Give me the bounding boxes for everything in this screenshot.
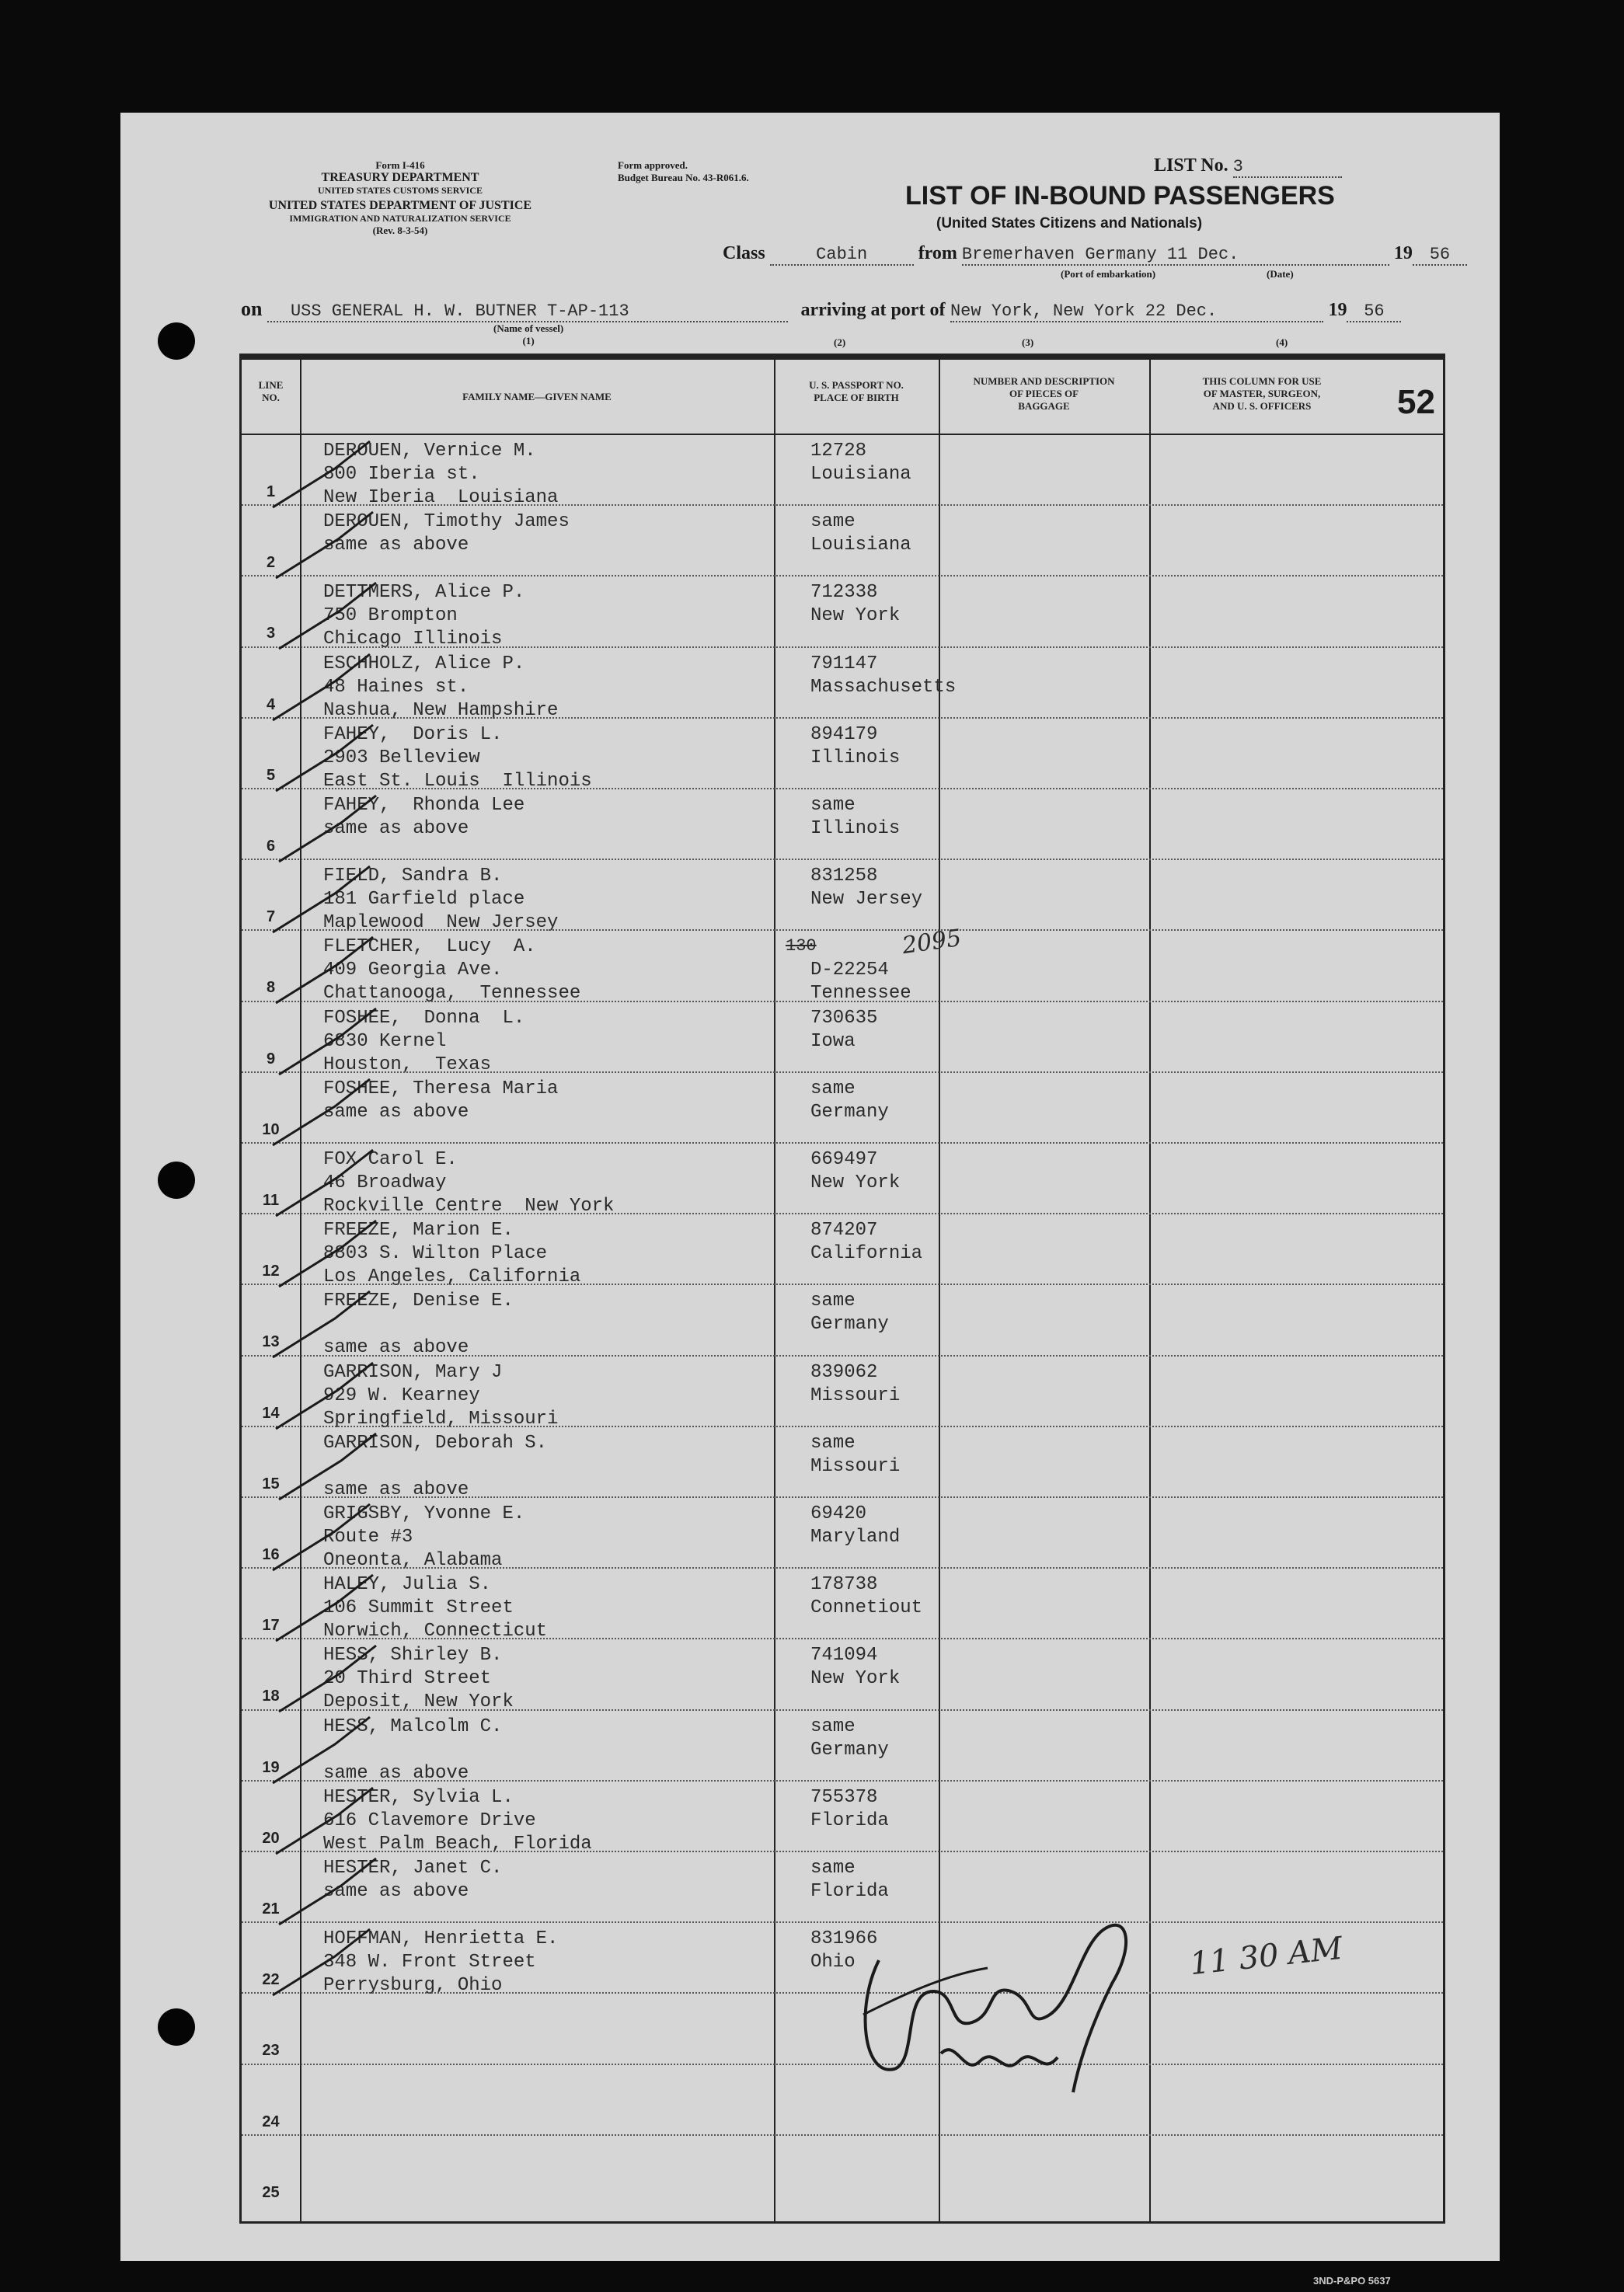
- page-number: 52: [1397, 383, 1435, 421]
- line-number: 8: [266, 979, 276, 997]
- table-row: [242, 1001, 1443, 1075]
- printer-mark: 3ND-P&PO 5637: [1313, 2275, 1391, 2287]
- passenger-name-address: FLETCHER, Lucy A. 409 Georgia Ave. Chattanooga, Tennessee: [323, 936, 581, 1005]
- check-mark: [279, 788, 380, 866]
- table-row: [242, 788, 1443, 859]
- ins-service: IMMIGRATION AND NATURALIZATION SERVICE: [289, 213, 511, 224]
- form-id: Form I-416: [375, 159, 425, 171]
- passport-birthplace: same Germany: [810, 1291, 889, 1336]
- passport-birthplace: same Germany: [810, 1716, 889, 1761]
- check-mark: [279, 1851, 380, 1928]
- check-mark: [276, 1355, 377, 1433]
- line-number: 2: [266, 554, 276, 572]
- passport-birthplace: 894179 Illinois: [810, 723, 901, 768]
- passenger-name-address: GRIGSBY, Yvonne E. Route #3 Oneonta, Alabama: [323, 1503, 525, 1571]
- date-caption: (Date): [1267, 268, 1294, 280]
- passport-birthplace: 791147 Massachusetts: [810, 653, 957, 698]
- passport-birthplace: 12728 Louisiana: [810, 441, 911, 485]
- time-annotation: 11 30 AM: [1188, 1930, 1344, 1983]
- table-row: [242, 2064, 1443, 2134]
- punch-hole: [158, 322, 195, 360]
- check-mark: [276, 717, 377, 795]
- table-row: [242, 1142, 1443, 1217]
- justice-department: UNITED STATES DEPARTMENT OF JUSTICE: [268, 199, 532, 212]
- table-row: [242, 717, 1443, 792]
- table-row: [242, 504, 1443, 575]
- line-number: 5: [266, 766, 276, 784]
- passport-birthplace: 730635 Iowa: [810, 1007, 878, 1052]
- baggage-header: NUMBER AND DESCRIPTION OF PIECES OF BAGGAGE: [973, 375, 1115, 412]
- passenger-name-address: HESS, Malcolm C. same as above: [323, 1716, 503, 1784]
- passenger-name-address: DEROUEN, Vernice M. 800 Iberia st. New Iberia Louisiana: [323, 441, 559, 508]
- passport-birthplace: 755378 Florida: [810, 1786, 889, 1831]
- table-row: [242, 1071, 1443, 1142]
- check-mark: [276, 929, 377, 1007]
- line-number: 21: [262, 1900, 280, 1918]
- passenger-name-address: ESCHHOLZ, Alice P. 48 Haines st. Nashua, New Hampshire: [323, 653, 559, 721]
- check-mark: [273, 1496, 374, 1574]
- form-info-block: [233, 159, 567, 237]
- line-number: 4: [266, 695, 276, 713]
- passport-birthplace: 178738 Connetiout: [810, 1574, 923, 1619]
- passport-birthplace: same Florida: [810, 1858, 889, 1902]
- punch-hole: [158, 1162, 195, 1199]
- passenger-table: [239, 357, 1445, 2224]
- passport-birthplace: 669497 New York: [810, 1149, 901, 1193]
- table-row: [242, 646, 1443, 721]
- passenger-name-address: FREEZE, Denise E. same as above: [323, 1291, 514, 1359]
- passenger-name-address: HOFFMAN, Henrietta E. 348 W. Front Street Perrysburg, Ohio: [323, 1928, 559, 1997]
- column-ref-1: (1): [522, 335, 535, 347]
- vessel-name: USS GENERAL H. W. BUTNER T-AP-113: [267, 301, 788, 322]
- passenger-name-address: GARRISON, Mary J 929 W. Kearney Springfield, Missouri: [323, 1361, 559, 1430]
- page-title: LIST OF IN-BOUND PASSENGERS: [905, 181, 1335, 211]
- line-number: 7: [266, 908, 276, 926]
- arrival-port: New York, New York 22 Dec.: [950, 301, 1323, 322]
- check-mark: [276, 1142, 377, 1220]
- table-row: [242, 1567, 1443, 1642]
- column-ref-2: (2): [834, 336, 846, 348]
- passport-birthplace: same Missouri: [810, 1432, 901, 1477]
- passenger-name-address: HALEY, Julia S. 106 Summit Street Norwich, Connecticut: [323, 1574, 548, 1642]
- check-mark: [279, 1213, 380, 1291]
- arrival-year-prefix: 19: [1328, 300, 1347, 320]
- line-number: 3: [266, 625, 276, 643]
- vessel-line: [241, 298, 1401, 322]
- year-prefix: 19: [1393, 243, 1413, 263]
- passenger-name-address: DEROUEN, Timothy James same as above: [323, 511, 570, 556]
- line-number: 1: [266, 483, 276, 500]
- line-number: 17: [262, 1617, 280, 1635]
- passenger-name-address: HESTER, Janet C. same as above: [323, 1858, 503, 1902]
- passport-birthplace: 712338 New York: [810, 582, 901, 627]
- check-mark: [276, 1567, 377, 1645]
- class-label: Class: [723, 243, 765, 263]
- list-number-label: LIST No.: [1154, 155, 1228, 176]
- line-number: 24: [262, 2113, 280, 2130]
- check-mark: [276, 504, 377, 582]
- table-row: [242, 1780, 1443, 1855]
- table-row: [242, 1213, 1443, 1288]
- passport-birthplace: 831258 New Jersey: [810, 866, 923, 911]
- table-row: [242, 1496, 1443, 1571]
- line-number: 23: [262, 2042, 280, 2060]
- passport-birthplace: 831966 Ohio: [810, 1928, 878, 1973]
- table-row: [242, 2134, 1443, 2205]
- name-header: FAMILY NAME—GIVEN NAME: [462, 391, 612, 402]
- line-no-header-text: LINE NO.: [258, 379, 284, 403]
- passport-birthplace: 839062 Missouri: [810, 1361, 901, 1406]
- arrival-year: 56: [1347, 301, 1401, 322]
- table-row: [242, 1426, 1443, 1500]
- check-mark: [273, 646, 374, 724]
- line-number: 9: [266, 1050, 276, 1068]
- table-row: [242, 1638, 1443, 1713]
- table-row: [242, 575, 1443, 650]
- line-number: 13: [262, 1333, 280, 1351]
- table-row: [242, 434, 1443, 508]
- passenger-name-address: FOX Carol E. 46 Broadway Rockville Centre New York: [323, 1149, 615, 1217]
- arriving-label: arriving at port of: [800, 300, 946, 320]
- line-number: 15: [262, 1475, 280, 1493]
- line-number: 25: [262, 2183, 280, 2201]
- check-mark: [273, 1071, 374, 1149]
- column-ref-3: (3): [1022, 336, 1034, 348]
- line-number: 10: [262, 1120, 280, 1138]
- class-value: Cabin: [770, 245, 914, 266]
- punch-hole: [158, 2008, 195, 2046]
- form-approved: Form approved.: [618, 159, 688, 171]
- passenger-name-address: GARRISON, Deborah S. same as above: [323, 1432, 548, 1500]
- line-number: 12: [262, 1263, 280, 1280]
- passenger-name-address: DETTMERS, Alice P. 750 Brompton Chicago Illinois: [323, 582, 525, 650]
- revision: (Rev. 8-3-54): [372, 225, 428, 236]
- passenger-name-address: HESTER, Sylvia L. 616 Clavemore Drive West Palm Beach, Florida: [323, 1786, 592, 1855]
- table-row: [242, 1992, 1443, 2063]
- check-mark: [279, 1638, 380, 1716]
- passenger-name-address: HESS, Shirley B. 20 Third Street Deposit, New York: [323, 1645, 514, 1713]
- embarkation-value: Bremerhaven Germany 11 Dec.: [962, 245, 1389, 266]
- line-number: 14: [262, 1404, 280, 1422]
- passenger-name-address: FOSHEE, Theresa Maria same as above: [323, 1078, 559, 1123]
- table-row: [242, 1355, 1443, 1430]
- passport-birthplace: same Illinois: [810, 795, 901, 839]
- passport-birthplace: same Germany: [810, 1078, 889, 1123]
- on-label: on: [241, 298, 263, 320]
- list-number-value: 3: [1233, 157, 1342, 178]
- line-number: 19: [262, 1758, 280, 1776]
- passenger-name-address: FREEZE, Marion E. 8803 S. Wilton Place Los Angeles, California: [323, 1220, 581, 1288]
- passenger-name-address: FOSHEE, Donna L. 6830 Kernel Houston, Texas: [323, 1007, 525, 1075]
- check-mark: [273, 1921, 374, 1999]
- fletcher-new-number: 2095: [900, 924, 964, 960]
- customs-service: UNITED STATES CUSTOMS SERVICE: [318, 185, 483, 196]
- check-mark: [273, 1709, 374, 1787]
- table-row: [242, 924, 1443, 1005]
- officers-header: THIS COLUMN FOR USE OF MASTER, SURGEON, AND U. S. OFFICERS: [1202, 375, 1322, 412]
- line-number: 22: [262, 1971, 280, 1989]
- from-label: from: [918, 243, 957, 263]
- vessel-caption: (Name of vessel): [493, 322, 564, 334]
- list-number: [1154, 155, 1342, 178]
- line-no-header: [242, 379, 300, 404]
- line-number: 11: [262, 1192, 280, 1209]
- passport-birthplace: D-22254 Tennessee: [810, 960, 911, 1005]
- check-mark: [279, 1426, 380, 1503]
- inspector-signature: [848, 1898, 1174, 2116]
- page-subtitle: (United States Citizens and Nationals): [936, 215, 1203, 232]
- treasury-department: TREASURY DEPARTMENT: [321, 171, 479, 184]
- embarkation-caption: (Port of embarkation): [1061, 268, 1156, 280]
- column-ref-4: (4): [1276, 336, 1288, 348]
- passport-header: U. S. PASSPORT NO. PLACE OF BIRTH: [809, 379, 904, 403]
- table-row: [242, 859, 1443, 934]
- passport-birthplace: same Louisiana: [810, 511, 911, 556]
- vessel-caption-block: [493, 322, 563, 347]
- passport-birthplace: 741094 New York: [810, 1645, 901, 1690]
- check-mark: [276, 1780, 377, 1858]
- class-line: [723, 243, 1467, 266]
- passport-birthplace: 69420 Maryland: [810, 1503, 901, 1548]
- check-mark: [279, 575, 380, 653]
- passport-birthplace: 874207 California: [810, 1220, 923, 1265]
- check-mark: [273, 434, 374, 511]
- passenger-name-address: FAHEY, Doris L. 2903 Belleview East St. Louis Illinois: [323, 723, 592, 792]
- passenger-name-address: FAHEY, Rhonda Lee same as above: [323, 795, 525, 839]
- line-number: 18: [262, 1688, 280, 1705]
- table-row: [242, 1709, 1443, 1784]
- check-mark: [273, 859, 374, 936]
- line-number: 20: [262, 1829, 280, 1847]
- passenger-name-address: FIELD, Sandra B. 181 Garfield place Maplewood New Jersey: [323, 866, 559, 934]
- check-mark: [273, 1284, 374, 1361]
- budget-bureau: Budget Bureau No. 43-R061.6.: [618, 172, 749, 183]
- table-row: [242, 1851, 1443, 1921]
- line-number: 16: [262, 1546, 280, 1563]
- year-value: 56: [1413, 245, 1467, 266]
- line-number: 6: [266, 838, 276, 855]
- check-mark: [279, 1001, 380, 1078]
- table-row: [242, 1284, 1443, 1359]
- approval-block: [618, 159, 749, 184]
- fletcher-old-number: 130: [786, 936, 817, 956]
